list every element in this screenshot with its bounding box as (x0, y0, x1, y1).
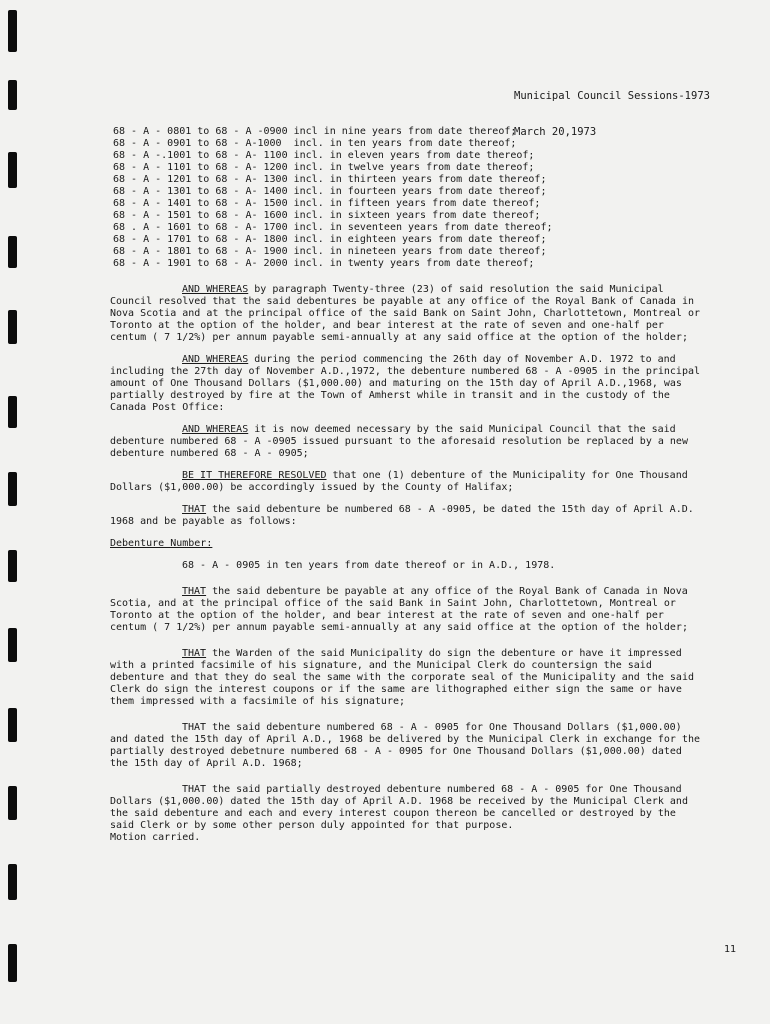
binding-mark (8, 10, 17, 52)
schedule-line: 68 - A - 1801 to 68 - A- 1900 incl. in nineteen years from date thereof; (113, 246, 547, 257)
binding-mark (8, 864, 17, 900)
paragraph-whereas-1 (110, 284, 700, 344)
binding-mark (8, 944, 17, 982)
motion-carried: Motion carried. (110, 832, 201, 843)
schedule-line: 68 - A - 0801 to 68 - A -0900 incl in nine years from date thereof; (113, 126, 517, 137)
paragraph-text: the Warden of the said Municipality do sign the debenture or have it impressed with a printed facsimile of his signature, and the Municipal Clerk do countersign the said debenture and that they do seal the same with the corporate seal of the Municipality and the said Clerk do sign the interest coupons or if the same are lithographed either sign the same or have them impressed with a facsimile of his signature; (110, 648, 694, 707)
schedule-line: 68 . A - 1601 to 68 - A- 1700 incl. in seventeen years from date thereof; (113, 222, 553, 233)
schedule-line: 68 - A - 1701 to 68 - A- 1800 incl. in eighteen years from date thereof; (113, 234, 547, 245)
document-body (110, 126, 700, 844)
paragraph-text: by paragraph Twenty-three (23) of said resolution the said Municipal Council resolved that the said debentures be payable at any office of the Royal Bank of Canada in Nova Scotia and at the principal office of the said Bank on Saint John, Charlottetown, Montreal or Toronto at the option of the holder, and bear interest at the rate of seven and one-half per centum ( 7 1/2%) per annum payable semi-annually at any said office at the option of the holder; (110, 284, 701, 343)
binding-mark (8, 786, 17, 820)
binding-mark (8, 310, 17, 344)
schedule-line: 68 - A - 1201 to 68 - A- 1300 incl. in thirteen years from date thereof; (113, 174, 547, 185)
binding-holes (0, 0, 40, 1024)
paragraph-payable (110, 586, 700, 634)
binding-mark (8, 236, 17, 268)
debenture-number-heading: Debenture Number: (110, 538, 213, 549)
paragraph-cancellation: THAT the said partially destroyed debenture numbered 68 - A - 0905 for One Thousand Dollars ($1,000.00) dated the 15th day of April A.D. 1968 be received by the Municipal Clerk and the said debenture and each and every interest coupon thereon be cancelled or destroyed by the said Clerk or by some other person duly appointed for that purpose. (110, 784, 688, 831)
paragraph-text: during the period commencing the 26th day of November A.D. 1972 to and including the 27th day of November A.D.,1972, the debenture numbered 68 - A -0905 in the principal amount of One Thousand Dollars ($1,000.00) and maturing on the 15th day of April A.D.,1968, was partially destroyed by fire at the Town of Amherst while in transit and in the custody of the Canada Post Office: (110, 354, 701, 413)
paragraph-lead: THAT (182, 586, 207, 597)
paragraph-text: it is now deemed necessary by the said Municipal Council that the said debenture numbered 68 - A -0905 issued pursuant to the aforesaid resolution be replaced by a new debenture numbered 68 - A - 0905; (110, 424, 688, 459)
schedule-line: 68 - A - 1401 to 68 - A- 1500 incl. in fifteen years from date thereof; (113, 198, 541, 209)
paragraph-lead: THAT (182, 504, 207, 515)
header-date: March 20,1973 (514, 126, 597, 138)
maturity-schedule (113, 126, 700, 270)
paragraph-whereas-3 (110, 424, 700, 460)
schedule-line: 68 - A - 1501 to 68 - A- 1600 incl. in sixteen years from date thereof; (113, 210, 541, 221)
debenture-number-line: 68 - A - 0905 in ten years from date thereof or in A.D., 1978. (182, 560, 556, 571)
binding-mark (8, 80, 17, 110)
paragraph-text: that one (1) debenture of the Municipality for One Thousand Dollars ($1,000.00) be accordingly issued by the County of Halifax; (110, 470, 688, 493)
schedule-line: 68 - A - 1301 to 68 - A- 1400 incl. in fourteen years from date thereof; (113, 186, 547, 197)
binding-mark (8, 396, 17, 428)
paragraph-text: the said debenture be payable at any office of the Royal Bank of Canada in Nova Scotia, and at the principal office of the said Bank in Saint John, Charlottetown, Montreal or Toronto at the option of the holder, and bear interest at the rate of seven and one-half per centum ( 7 1/2%) per annum payable semi-annually at any said office at the option of the holder; (110, 586, 688, 633)
paragraph-signing (110, 648, 700, 708)
page-number: 11 (724, 944, 737, 955)
schedule-line: 68 - A -.1001 to 68 - A- 1100 incl. in eleven years from date thereof; (113, 150, 535, 161)
paragraph-delivery: THAT the said debenture numbered 68 - A - 0905 for One Thousand Dollars ($1,000.00) and dated the 15th day of April A.D., 1968 be delivered by the Municipal Clerk in exchange for the partially destroyed debetnure numbered 68 - A - 0905 for One Thousand Dollars ($1,000.00) dated the 15th day of April A.D. 1968; (110, 722, 701, 769)
paragraph-numbering (110, 504, 700, 528)
paragraph-whereas-2 (110, 354, 700, 414)
binding-mark (8, 708, 17, 742)
binding-mark (8, 152, 17, 188)
paragraph-lead: BE IT THEREFORE RESOLVED (182, 470, 327, 481)
schedule-line: 68 - A - 1901 to 68 - A- 2000 incl. in twenty years from date thereof; (113, 258, 535, 269)
binding-mark (8, 472, 17, 506)
header-title: Municipal Council Sessions-1973 (514, 90, 710, 102)
binding-mark (8, 628, 17, 662)
paragraph-lead: AND WHEREAS (182, 284, 249, 295)
paragraph-lead: AND WHEREAS (182, 424, 249, 435)
schedule-line: 68 - A - 0901 to 68 - A-1000 incl. in ten years from date thereof; (113, 138, 517, 149)
paragraph-lead: AND WHEREAS (182, 354, 249, 365)
paragraph-resolved (110, 470, 700, 494)
schedule-line: 68 - A - 1101 to 68 - A- 1200 incl. in twelve years from date thereof; (113, 162, 535, 173)
paragraph-text: the said debenture be numbered 68 - A -0905, be dated the 15th day of April A.D. 1968 and be payable as follows: (110, 504, 694, 527)
binding-mark (8, 550, 17, 582)
paragraph-lead: THAT (182, 648, 207, 659)
